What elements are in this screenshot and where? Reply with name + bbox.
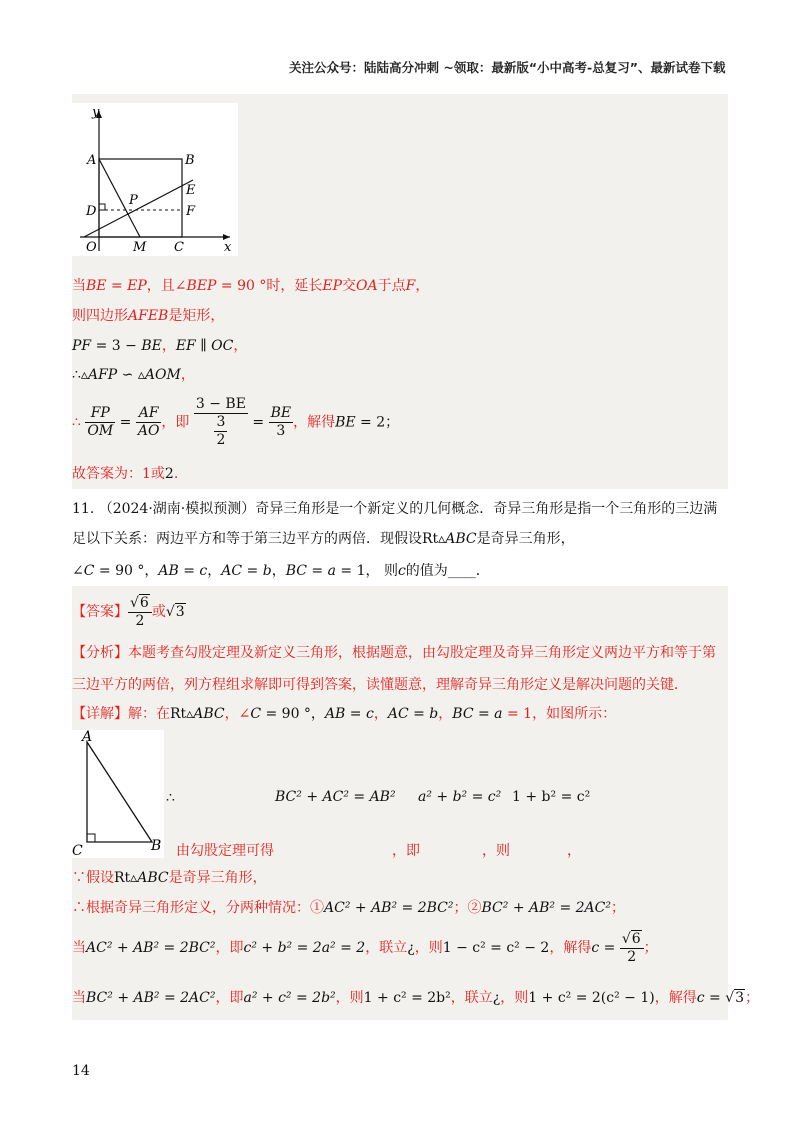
label-y-axis: y [92,105,100,120]
q11-line-case1: 当AC² + AB² = 2BC²，即c² + b² = 2a² = 2，联立¿，则1 − c² = c² − 2，解得c = $\frac{√6}{2}$ ； [72,930,658,965]
label-C: C [174,240,184,255]
label-A: A [87,153,97,168]
fraction-be-over-3: $\frac{BE}{3}$ [270,405,292,439]
label-M: M [133,240,147,255]
label-P: P [129,193,138,208]
q10-line-1: 当BE = EP，且∠BEP = 90 °时，延长EP交OA于点F， [72,278,430,294]
page-number: 14 [72,1063,90,1079]
label-O: O [86,240,97,255]
pythagoras-text-3: ，则 [482,843,510,859]
fraction-root6-over-2-case1: $\frac{√6}{2}$ [620,931,644,966]
label-E: E [186,183,196,198]
label-A: A [82,730,93,745]
fraction-3-be-over-3-2: $\frac{3 - BE}{\frac{3}{2}}$ [195,396,246,448]
therefore-symbol: ∴ [166,790,175,806]
label-B: B [151,838,162,854]
pythagoras-equation: BC² + AC² = AB² [275,789,396,805]
fraction-root6-over-2: $\frac{√6}{2}$ [128,595,152,630]
triangle-figure-svg [72,730,164,858]
q10-line-3: PF = 3 − BE，EF ∥ OC， [72,338,248,354]
q11-line-1: 11. （2024·湖南·模拟预测）奇异三角形是一个新定义的几何概念．奇异三角形是指一个三角形的三边满 [72,501,718,517]
q11-analysis-line-2: 三边平方的两倍，列方程组求解即可得到答案，读懂题意，理解奇异三角形定义是解决问题的关键． [72,677,688,693]
q11-line-cases: ∴根据奇异三角形定义，分两种情况：①AC² + AB² = 2BC²；②BC² + AB² = 2AC²； [72,900,625,916]
q10-answer: 故答案为：1或2. [72,466,179,482]
fraction-fp-om: $\frac{FP}{OM}$ [87,405,114,439]
pythagoras-text-2: ，即 [392,843,420,859]
label-F: F [186,204,196,219]
one-b-c-equation: 1 + b² = c² [512,789,591,805]
q11-analysis-line-1: 【分析】本题考查勾股定理及新定义三角形，根据题意，由勾股定理及奇异三角形定义两边平方和等于第 [72,645,716,661]
pythagoras-text-4: ， [567,843,581,859]
triangle-figure [72,730,164,858]
q11-line-assume: ∵假设Rt▵ABC是奇异三角形， [72,870,267,886]
label-C: C [72,843,83,858]
label-x-axis: x [224,240,232,255]
q11-line-2: 足以下关系：两边平方和等于第三边平方的两倍．现假设Rt▵ABC是奇异三角形， [72,531,575,547]
q10-line-2: 则四边形AFEB是矩形， [72,308,225,324]
label-D: D [86,204,97,219]
coordinate-figure-svg [72,103,238,256]
label-B: B [185,153,195,168]
page-header: 关注公众号：陆陆高分冲刺 ~领取：最新版“小中高考-总复习”、最新试卷下载 [289,60,726,75]
coordinate-figure [72,103,238,256]
a-b-c-equation: a² + b² = c² [418,789,502,805]
q11-answer: 【答案】 $\frac{√6}{2}$ 或√3 [72,594,185,629]
q11-detail-line: 【详解】解：在Rt▵ABC，∠C = 90 °，AB = c，AC = b，BC = a = 1，如图所示： [72,706,617,722]
q11-line-case2: 当BC² + AB² = 2AC²，即a² + c² = 2b²，则1 + c² = 2b²，联立¿，则1 + c² = 2(c² − 1)，解得c = √3； [72,990,760,1006]
q10-line-4: ∴▵AFP ∽ ▵AOM， [72,367,195,383]
fraction-af-ao: $\frac{AF}{AO}$ [137,405,160,439]
pythagoras-text-1: 由勾股定理可得 [176,843,274,859]
q11-line-3: ∠C = 90 °，AB = c，AC = b，BC = a = 1， 则c的值为____． [72,563,490,579]
q10-line-5: ∴ $\frac{FP}{OM}$ = $\frac{AF}{AO}$ ，即 $\frac{3 - BE}{\frac{3}{2}}$ = $\frac{BE}{3}$ ，解得BE = 2； [72,396,400,448]
